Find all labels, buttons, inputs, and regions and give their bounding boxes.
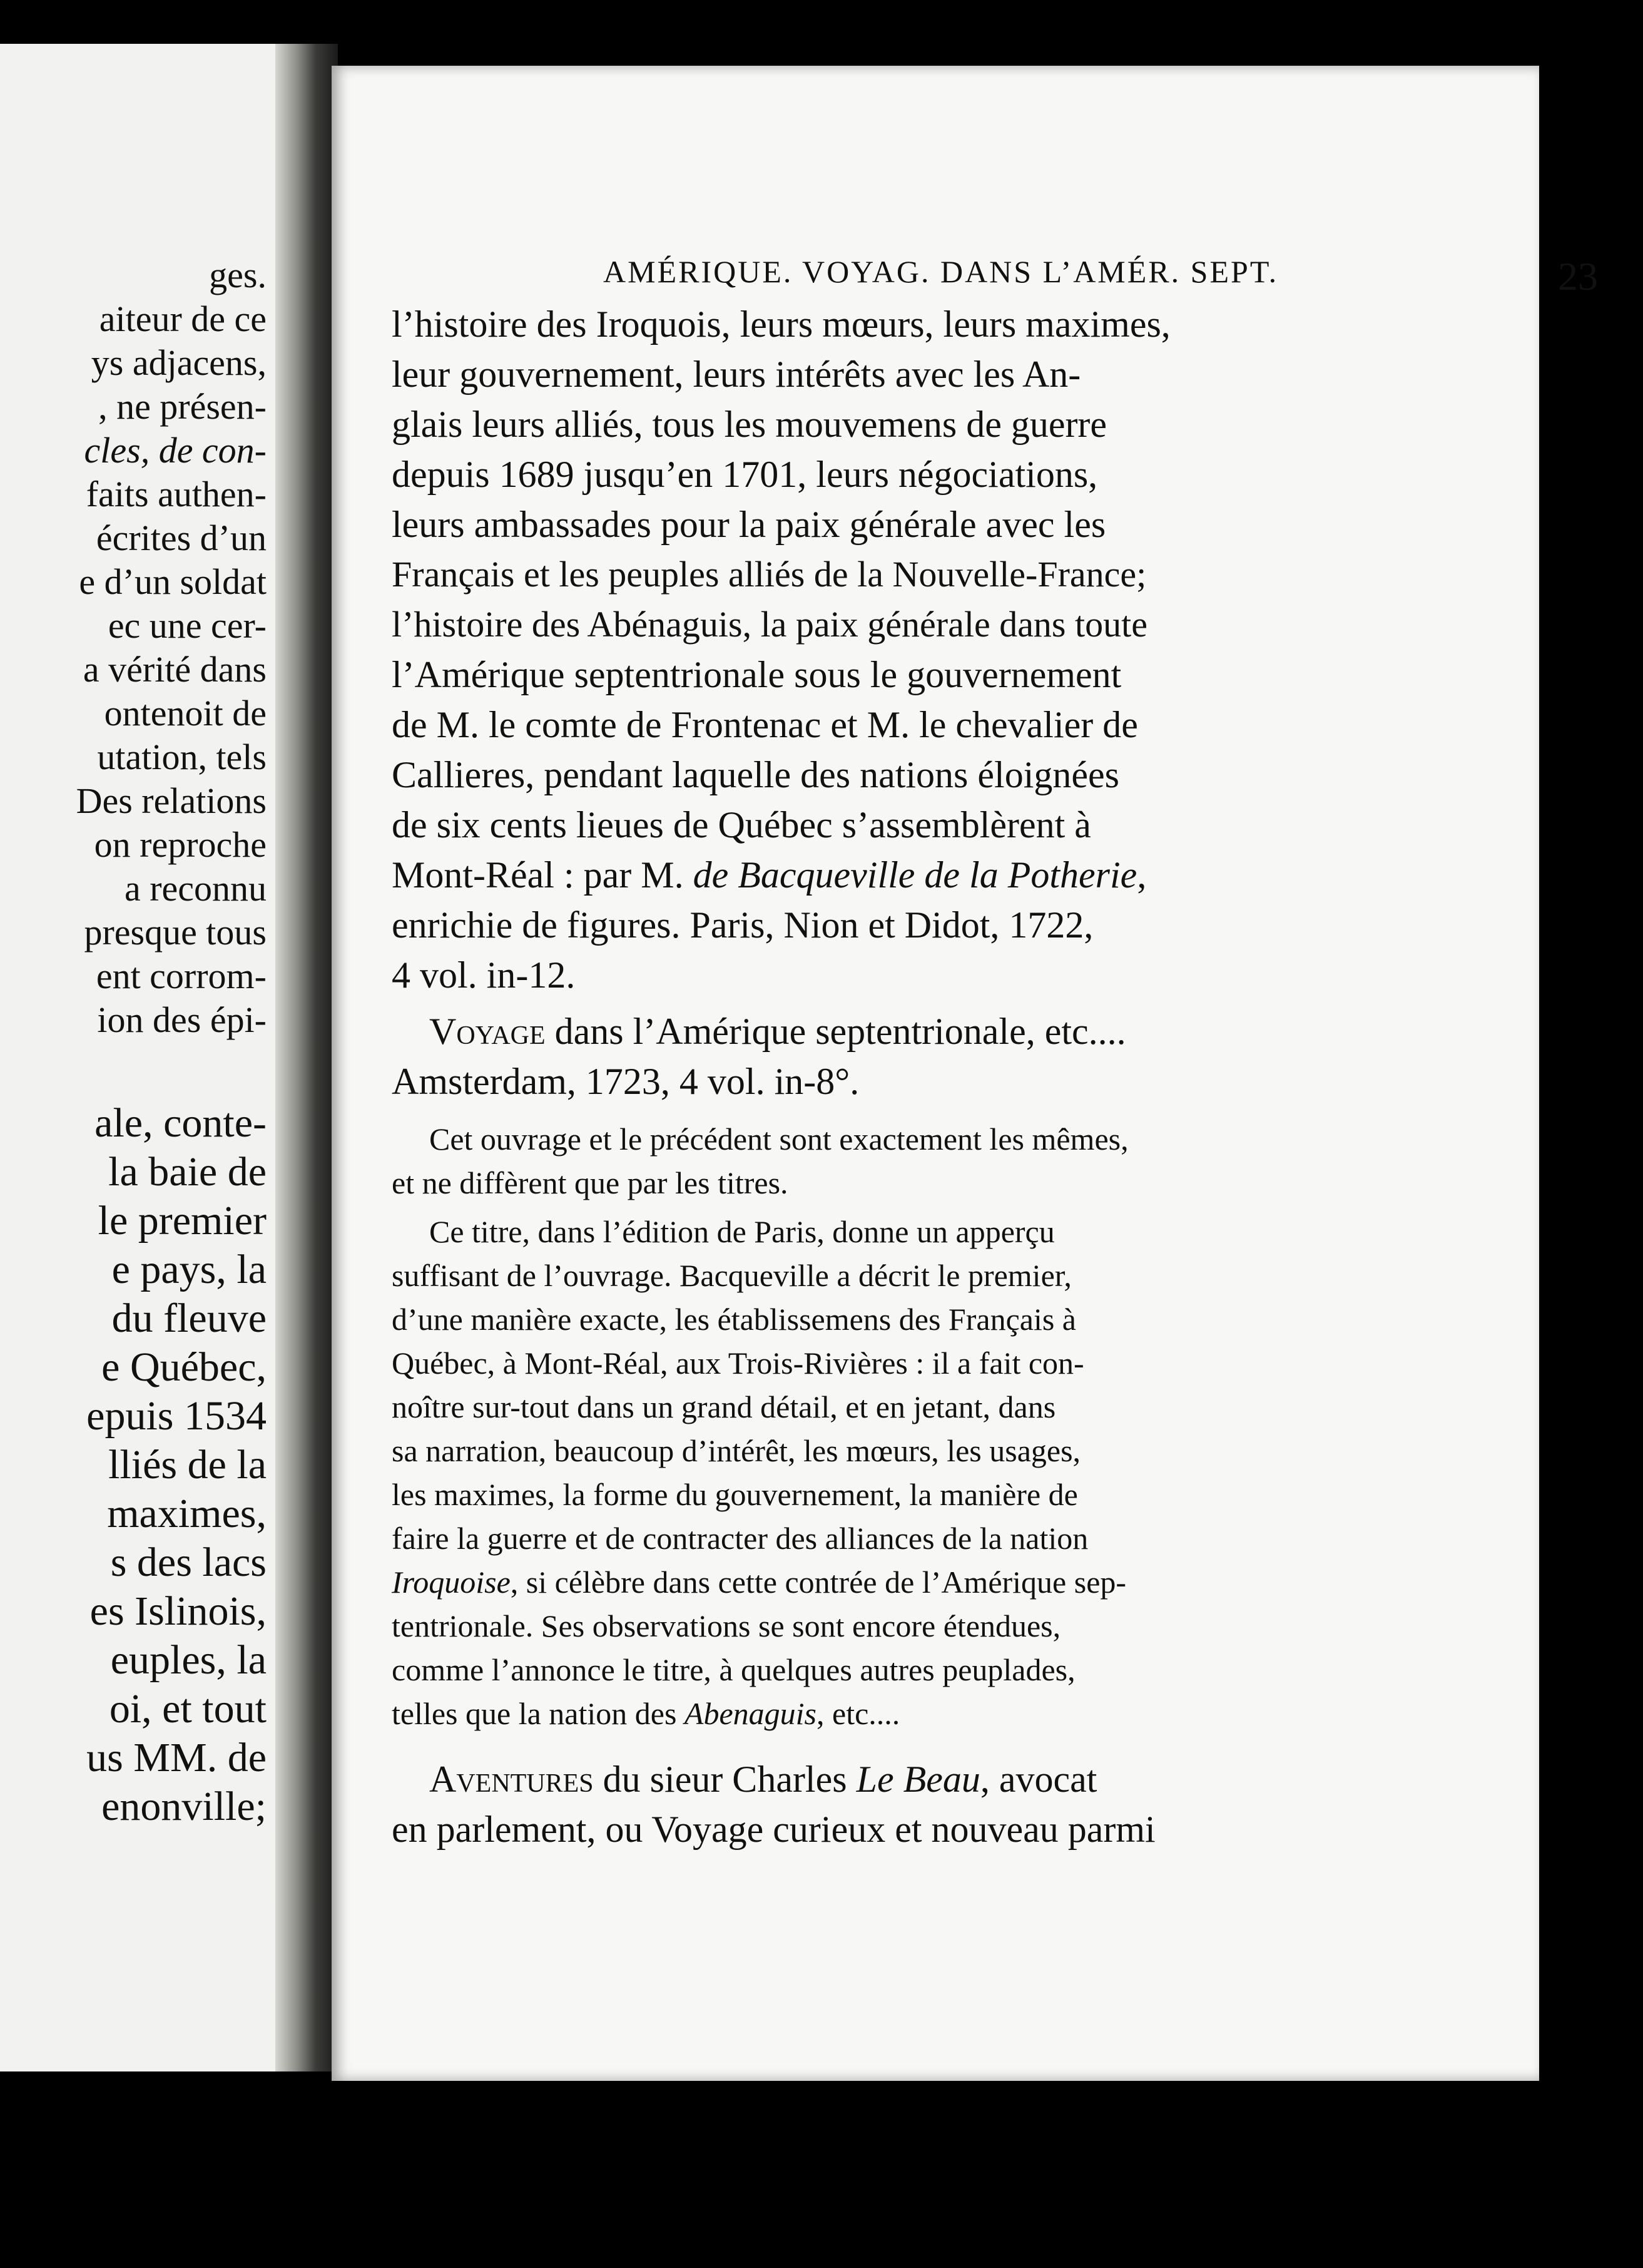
left-line: a reconnu [124,868,267,909]
left-line: du fleuve [111,1295,267,1341]
left-line: cles, de con- [84,430,267,471]
note2-line: d’une manière exacte, les établissemens des Français à [392,1302,1076,1337]
entry1-line: Callieres, pendant laquelle des nations éloignées [392,754,1119,795]
left-line: utation, tels [97,737,267,777]
left-line: , ne présen- [98,386,267,427]
note2-line: Québec, à Mont-Réal, aux Trois-Rivières : il a fait con- [392,1346,1084,1381]
note2-line: suffisant de l’ouvrage. Bacqueville a décrit le premier, [392,1258,1072,1293]
left-line: aiteur de ce [99,299,267,339]
note2-line: tentrionale. Ses observations se sont encore étendues, [392,1608,1061,1643]
entry1-line: l’histoire des Iroquois, leurs mœurs, leurs maximes, [392,304,1171,345]
left-line: es Islinois, [89,1588,267,1634]
left-line: ec une cer- [108,605,267,646]
page-number: 23 [1558,254,1598,299]
left-line: ent corrom- [96,956,267,996]
note2-line-start: telles que la nation des [392,1696,684,1731]
note1-line: Cet ouvrage et le précédent sont exactement les mêmes, [429,1121,1129,1157]
entry1-line-author [392,851,1605,899]
entry1-line: l’histoire des Abénaguis, la paix générale dans toute [392,604,1147,645]
entry3-title-mid: du sieur Charles [593,1759,857,1800]
nation-name: Iroquoise [392,1565,511,1600]
entry1-format: 4 vol. in-12. [392,954,576,996]
left-line: a vérité dans [83,649,267,690]
left-line: oi, et tout [109,1686,267,1732]
left-line: lliés de la [108,1442,267,1488]
right-page [332,66,1598,2081]
note2-line-iroquoise [392,1560,1605,1604]
entry2-title-rest: dans l’Amérique septentrionale, etc.... [545,1011,1126,1052]
left-line: s des lacs [110,1540,267,1585]
left-line: enonville; [101,1784,267,1829]
note2-line-abenaguis [392,1692,1605,1735]
note2-line: noître sur-tout dans un grand détail, et en jetant, dans [392,1389,1056,1424]
left-line: euples, la [110,1637,267,1683]
entry1-line: glais leurs alliés, tous les mouvemens de guerre [392,404,1107,445]
entry3-title-end: , avocat [980,1759,1097,1800]
running-head-title: AMÉRIQUE. VOYAG. DANS L’AMÉR. SEPT. [603,254,1279,289]
entry2-imprint: Amsterdam, 1723, 4 vol. in-8°. [392,1061,860,1102]
note1-line: et ne diffèrent que par les titres. [392,1165,788,1200]
author-name: de Bacqueville de la Potherie [693,854,1137,896]
entry1-line: de six cents lieues de Québec s’assemblèrent à [392,804,1091,845]
left-line: on reproche [94,824,267,865]
note2-line: faire la guerre et de contracter des alliances de la nation [392,1521,1089,1556]
entry1-imprint-start: Mont-Réal : par M. [392,854,693,896]
entry1-line: leur gouvernement, leurs intérêts avec les An- [392,354,1081,395]
nation-name: Abenaguis [684,1696,817,1731]
note2-line: Ce titre, dans l’édition de Paris, donne un apperçu [429,1214,1055,1249]
left-line: e Québec, [101,1344,267,1390]
left-page [0,44,275,2071]
entry2-line [392,1008,1643,1055]
left-line: le premier [98,1198,267,1244]
note2-line: comme l’annonce le titre, à quelques autres peuplades, [392,1652,1076,1687]
left-line: écrites d’un [96,518,267,558]
left-line: e d’un soldat [79,561,267,602]
left-line: maximes, [107,1491,267,1536]
left-line: ale, conte- [94,1100,267,1146]
note2-line: sa narration, beaucoup d’intérêt, les mœurs, les usages, [392,1433,1081,1468]
left-line: la baie de [108,1149,267,1195]
left-line: ges. [209,255,267,295]
entry1-line: l’Amérique septentrionale sous le gouvernement [392,654,1122,695]
left-line: faits authen- [86,474,267,514]
entry1-line: Français et les peuples alliés de la Nouvelle-France; [392,554,1147,595]
left-line: e pays, la [111,1247,267,1292]
note2-line-end: , etc.... [816,1696,900,1731]
entry3-line: en parlement, ou Voyage curieux et nouveau parmi [392,1809,1156,1850]
entry3-line [392,1755,1643,1803]
entry1-imprint: enrichie de figures. Paris, Nion et Didot, 1722, [392,904,1094,946]
book-gutter [275,44,338,2071]
left-line: us MM. de [86,1735,267,1780]
entry1-line: de M. le comte de Frontenac et M. le chevalier de [392,704,1138,745]
entry1-line: leurs ambassades pour la paix générale avec les [392,504,1106,545]
left-line: presque tous [84,912,267,953]
left-line: ontenoit de [104,693,267,733]
person-name: Le Beau [856,1759,980,1800]
note2-line: les maximes, la forme du gouvernement, la manière de [392,1477,1078,1512]
entry1-comma: , [1137,854,1147,896]
entry3-title: Aventures [429,1759,594,1800]
entry1-line: depuis 1689 jusqu’en 1701, leurs négociations, [392,454,1098,495]
left-line: Des relations [76,780,267,821]
left-line: ion des épi- [97,999,267,1040]
left-line: epuis 1534 [86,1393,267,1439]
entry2-title: Voyage [429,1011,546,1052]
note2-line-rest: , si célèbre dans cette contrée de l’Amérique sep- [510,1565,1127,1600]
running-head [603,253,1598,300]
left-line: ys adjacens, [91,342,267,383]
